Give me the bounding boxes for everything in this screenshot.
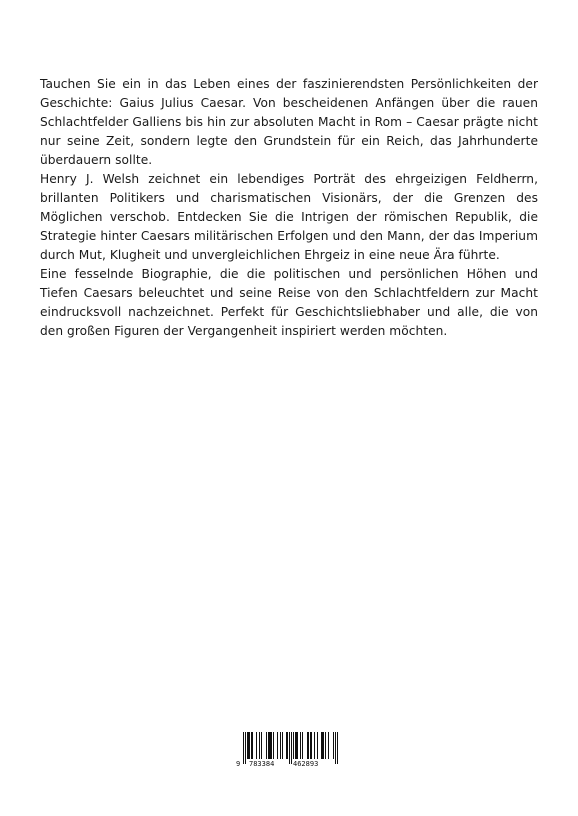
barcode-bar-13 [270,732,271,759]
barcode-lead-digit: 9 [236,760,241,768]
barcode-bar-32 [311,732,312,759]
barcode-bar-33 [314,732,315,759]
barcode-bar-2 [247,732,248,759]
barcode-bar-22 [291,732,292,764]
barcode-bar-20 [287,732,288,759]
barcode-bar-10 [266,732,267,759]
barcode-bar-8 [259,732,260,759]
barcode-bar-15 [273,732,274,759]
barcode-bar-31 [310,732,311,759]
description-paragraph-3: Eine fesselnde Biographie, die die politischen und persönlichen Höhen und Tiefen Caesars beleuchtet und seine Reise von den Schlachtfeldern zur Macht eindrucksvoll nachzeichnet. Perfekt für Geschichtsliebhaber und alle, die von den großen Figuren der Vergangenheit inspiriert werden möchten. [40,267,538,338]
barcode-bar-18 [282,732,283,759]
barcode-bar-23 [293,732,294,759]
barcode-bar-17 [280,732,281,759]
barcode-bar-37 [323,732,324,759]
barcode-bar-9 [261,732,262,759]
barcode-bar-27 [300,732,301,759]
barcode-bar-0 [243,732,244,764]
barcode-bar-3 [248,732,249,759]
barcode-bar-5 [251,732,252,759]
barcode-bar-40 [333,732,334,759]
barcode-bar-14 [271,732,272,759]
description-paragraph-2: Henry J. Welsh zeichnet ein lebendiges Porträt des ehrgeizigen Feldherrn, brillanten Politikers und charismatischen Visionärs, der die Grenzen des Möglichen verschob. Entdecken Sie die Intrigen der römischen Republik, die Strategie hinter Caesars militärischen Erfolgen und den Mann, der das Imperium durch Mut, Klugheit und unvergleichlichen Ehrgeiz in eine neue Ära führte. [40,172,538,262]
barcode-bar-25 [296,732,297,759]
isbn-barcode [236,730,340,770]
barcode-bar-30 [308,732,309,759]
barcode-bar-7 [256,732,257,759]
barcode-right-digits: 462893 [293,760,319,768]
barcode-bar-29 [307,732,308,759]
barcode-bar-35 [321,732,322,759]
book-description [40,75,538,341]
barcode-bar-42 [337,732,338,764]
barcode-bar-24 [295,732,296,759]
barcode-bar-11 [268,732,269,759]
barcode-bar-12 [269,732,270,759]
barcode-bar-36 [322,732,323,759]
barcode-bar-38 [325,732,326,759]
barcode-bar-4 [249,732,250,759]
barcode-bar-39 [328,732,329,759]
barcode-bar-19 [286,732,287,759]
barcode-bar-41 [335,732,336,764]
barcode-bar-28 [302,732,303,759]
barcode-bar-34 [317,732,318,759]
barcode-bar-16 [277,732,278,759]
barcode-bar-1 [245,732,246,764]
barcode-left-digits: 783384 [249,760,275,768]
barcode-bar-21 [289,732,290,764]
description-paragraph-1: Tauchen Sie ein in das Leben eines der faszinierendsten Persönlichkeiten der Geschichte: Gaius Julius Caesar. Von bescheidenen Anfängen über die rauen Schlachtfelder Galliens bis hin zur absoluten Macht in Rom – Caesar prägte nicht nur seine Zeit, sondern legte den Grundstein für ein Reich, das Jahrhunderte überdauern sollte. [40,77,538,167]
barcode-bar-6 [252,732,253,759]
barcode-bar-26 [297,732,298,759]
